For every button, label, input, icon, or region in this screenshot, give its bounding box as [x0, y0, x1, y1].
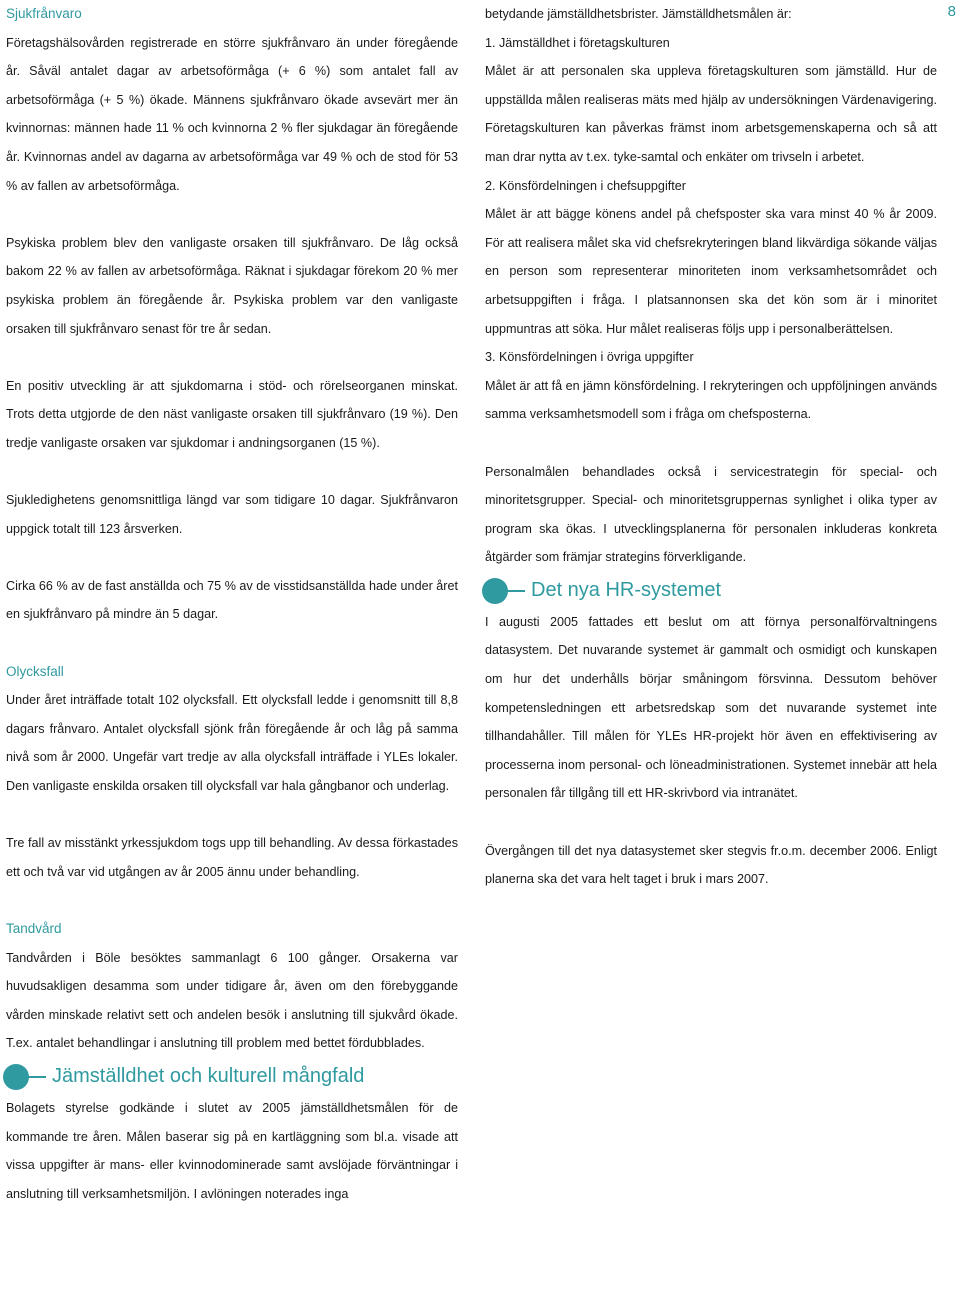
paragraph-gap	[485, 808, 937, 837]
section-marker-icon	[3, 1064, 29, 1090]
list-heading-goal-1: 1. Jämställdhet i företagskulturen	[485, 35, 670, 50]
right-column	[485, 0, 937, 894]
section-title-jamstalldhet: Jämställdhet och kulturell mångfald	[52, 1065, 365, 1088]
paragraph-gap	[6, 801, 458, 830]
paragraph-goal-3: Målet är att få en jämn könsfördelning. I rekryteringen och uppföljningen används samma verksamhetsmodell som i fråga om chefsposterna.	[485, 378, 937, 422]
paragraph-gap	[6, 886, 458, 915]
paragraph-gap	[6, 200, 458, 229]
section-title-hr-system: Det nya HR-systemet	[531, 579, 722, 602]
paragraph-musculoskeletal: En positiv utveckling är att sjukdomarna i stöd- och rörelseorganen minskat. Trots detta utgjorde de den näst vanligaste orsaken till sjukfrånvaro (19 %). Den tredje vanligaste orsaken var sjukdomar i andningsorganen (15 %).	[6, 378, 458, 450]
paragraph-goal-1: Målet är att personalen ska uppleva företagskulturen som jämställd. Hur de uppställda målen realiseras mäts med hjälp av undersökningen Värdenavigering. Företagskulturen kan påverkas främst inom arbetsgemenskaperna och så att man drar nytta av t.ex. tyke-samtal och enkäter om trivseln i arbetet.	[485, 64, 937, 164]
paragraph-psychological-problems: Psykiska problem blev den vanligaste orsaken till sjukfrånvaro. De låg också bakom 22 % av fallen av arbetsoförmåga. Räknat i sjukdagar förekom 20 % mer psykiska problem än föregående år. Psykiska problem var den vanligaste orsaken till sjukfrånvaro senast för tre år sedan.	[6, 235, 458, 336]
paragraph-gap	[6, 543, 458, 572]
paragraph-service-strategy: Personalmålen behandlades också i servicestrategin för special- och minoritetsgrupper. Special- och minoritetsgruppernas synlighet i olika typer av program ska ökas. I utvecklingsplanerna för personalen inkluderas konkreta åtgärder som främjar strategins förverkligande.	[485, 464, 937, 565]
page-number: 8	[947, 3, 956, 20]
paragraph-dental-care: Tandvården i Böle besöktes sammanlagt 6 100 gånger. Orsakerna var huvudsakligen desamma som under tidigare år, även om den förebyggande vården minskade relativt sett och andelen besök i anslutning till sjukvård ökade. T.ex. antalet behandlingar i anslutning till problem med bettet fördubblades.	[6, 950, 458, 1051]
paragraph-equality-goals-continued: betydande jämställdhetsbrister. Jämställdhetsmålen är:	[485, 7, 792, 21]
paragraph-short-sick-leave: Cirka 66 % av de fast anställda och 75 % av de visstidsanställda hade under året en sjukfrånvaro på mindre än 5 dagar.	[6, 578, 458, 622]
paragraph-gap	[485, 429, 937, 458]
paragraph-hr-transition: Övergången till det nya datasystemet sker stegvis fr.o.m. december 2006. Enligt planerna ska det vara helt taget i bruk i mars 2007.	[485, 843, 937, 887]
paragraph-accidents: Under året inträffade totalt 102 olycksfall. Ett olycksfall ledde i genomsnitt till 8,8 dagars frånvaro. Antalet olycksfall sjönk från föregående år och låg på samma nivå som år 2000. Ungefär vart tredje av alla olycksfall inträffade i YLEs lokaler. Den vanligaste enskilda orsaken till olycksfall var hala gångbanor och underlag.	[6, 693, 458, 794]
paragraph-gap	[6, 629, 458, 658]
left-column	[6, 0, 458, 1208]
heading-tandvard: Tandvård	[6, 921, 62, 936]
section-marker-line	[507, 590, 525, 592]
heading-olycksfall: Olycksfall	[6, 663, 64, 679]
section-heading-hr-system	[485, 576, 937, 606]
list-heading-goal-3: 3. Könsfördelningen i övriga uppgifter	[485, 350, 694, 365]
section-marker-icon	[482, 578, 508, 604]
paragraph-hr-system: I augusti 2005 fattades ett beslut om att förnya personalförvaltningens datasystem. Det nuvarande systemet är gammalt och osmidigt och kunskapen om hur det underhålls börjar småningom försvinna. Dessutom behöver kompetensledningen ett arbetsredskap som det nuvarande systemet inte tillhandahåller. Till målen för YLEs HR-projekt hör även en effektivisering av processerna inom personal- och löneadministrationen. Systemet innebär att hela personalen får tillgång till ett HR-skrivbord via intranätet.	[485, 614, 937, 801]
paragraph-equality-goals-intro: Bolagets styrelse godkände i slutet av 2005 jämställdhetsmålen för de kommande tre åren. Målen baserar sig på en kartläggning som bl.a. visade att vissa uppgifter är mans- eller kvinnodominerade samt avslöjade förväntningar i anslutning till verksamhetsmiljön. I avlöningen noterades inga	[6, 1100, 458, 1201]
paragraph-sick-leave-length: Sjukledighetens genomsnittliga längd var som tidigare 10 dagar. Sjukfrånvaron uppgick totalt till 123 årsverken.	[6, 493, 458, 536]
heading-sjukfranvaro: Sjukfrånvaro	[6, 6, 82, 21]
paragraph-gap	[6, 343, 458, 372]
paragraph-sick-leave-overview: Företagshälsovården registrerade en större sjukfrånvaro än under föregående år. Såväl antalet dagar av arbetsoförmåga (+ 6 %) som antalet fall av arbetsoförmåga (+ 5 %) ökade. Männens sjukfrånvaro ökade avsevärt mer än kvinnornas: männen hade 11 % och kvinnorna 2 % fler sjukdagar än föregående år. Kvinnornas andel av dagarna av arbetsoförmåga var 49 % och de stod för 53 % av fallen av arbetsoförmåga.	[6, 35, 458, 193]
section-heading-jamstalldhet	[6, 1062, 458, 1092]
paragraph-gap	[6, 458, 458, 487]
paragraph-occupational-disease: Tre fall av misstänkt yrkessjukdom togs upp till behandling. Av dessa förkastades ett och två var vid utgången av år 2005 ännu under behandling.	[6, 836, 458, 879]
list-heading-goal-2: 2. Könsfördelningen i chefsuppgifter	[485, 178, 686, 193]
paragraph-goal-2: Målet är att bägge könens andel på chefsposter ska vara minst 40 % år 2009. För att realisera målet ska vid chefsrekryteringen bland likvärdiga sökande väljas en person som representerar minoriteten inom verksamhetsområdet och arbetsuppgiften i fråga. I platsannonsen ska det kön som är i minoritet uppmuntras att söka. Hur målet realiseras följs upp i personalberättelsen.	[485, 207, 937, 336]
section-marker-line	[28, 1076, 46, 1078]
